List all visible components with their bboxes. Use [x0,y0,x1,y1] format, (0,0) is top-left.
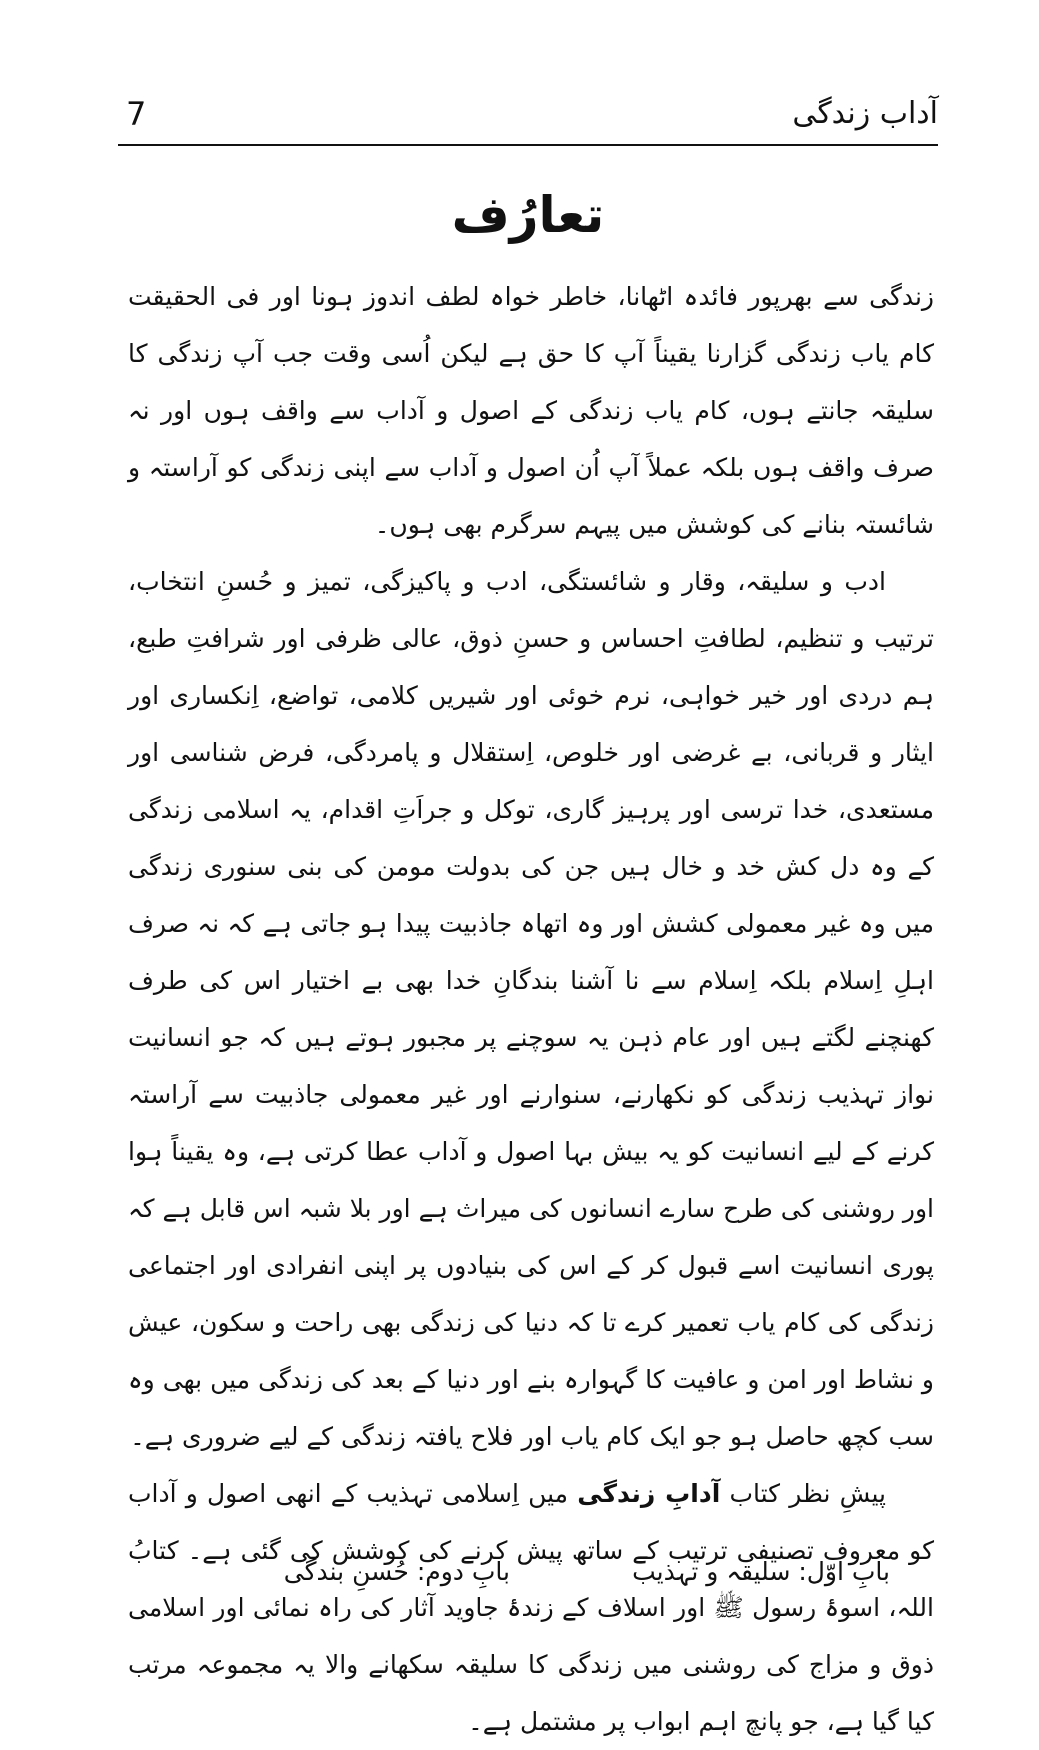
page-number: 7 [126,95,147,133]
paragraph-3-body: میں اِسلامی تہذیب کے انھی اصول و آداب کو معروف تصنیفی ترتیب کے ساتھ پیش کرنے کی کوشش کی گئی ہے۔ کتابُ اللہ، اسوۂ رسول ﷺ اور اسلاف کے زندۂ جاوید آثار کی راہ نمائی اور اسلامی ذوق و مزاج کی روشنی میں زندگی کا سلیقہ سکھانے والا یہ مجموعہ مرتب کیا گیا ہے، جو پانچ اہم ابواب پر مشتمل ہے۔ [128,1479,934,1736]
paragraph-2: ادب و سلیقہ، وقار و شائستگی، ادب و پاکیزگی، تمیز و حُسنِ انتخاب، ترتیب و تنظیم، لطافتِ احساس و حسنِ ذوق، عالی ظرفی اور شرافتِ طبع، ہم دردی اور خیر خواہی، نرم خوئی اور شیریں کلامی، تواضع، اِنکساری اور ایثار و قربانی، بے غرضی اور خلوص، اِستقلال و پامردگی، فرض شناسی اور مستعدی، خدا ترسی اور پرہیز گاری، توکل و جراَتِ اقدام، یہ اسلامی زندگی کے وہ دل کش خد و خال ہیں جن کی بدولت مومن کی بنی سنوری زندگی میں وہ غیر معمولی کشش اور وہ اتھاہ جاذبیت پیدا ہو جاتی ہے کہ نہ صرف اہلِ اِسلام بلکہ اِسلام سے نا آشنا بندگانِ خدا بھی بے اختیار اس کی طرف کھنچنے لگتے ہیں اور عام ذہن یہ سوچنے پر مجبور ہوتے ہیں کہ جو انسانیت نواز تہذیب زندگی کو نکھارنے، سنوارنے اور غیر معمولی جاذبیت سے آراستہ کرنے کے لیے انسانیت کو یہ بیش بہا اصول و آداب عطا کرتی ہے، وہ یقیناً ہوا اور روشنی کی طرح سارے انسانوں کی میراث ہے اور بلا شبہ اس قابل ہے کہ پوری انسانیت اسے قبول کر کے اس کی بنیادوں پر اپنی انفرادی اور اجتماعی زندگی کی کام یاب تعمیر کرے تا کہ دنیا کی زندگی بھی راحت و سکون، عیش و نشاط اور امن و عافیت کا گہوارہ بنے اور دنیا کے بعد کی زندگی میں بھی وہ سب کچھ حاصل ہو جو ایک کام یاب اور فلاح یافتہ زندگی کے لیے ضروری ہے۔ [128,567,934,1451]
paragraph-1: زندگی سے بھرپور فائدہ اٹھانا، خاطر خواہ لطف اندوز ہونا اور فی الحقیقت کام یاب زندگی گزارنا یقیناً آپ کا حق ہے لیکن اُسی وقت جب آپ زندگی کا سلیقہ جانتے ہوں، کام یاب زندگی کے اصول و آداب سے واقف ہوں اور نہ صرف واقف ہوں بلکہ عملاً آپ اُن اصول و آداب سے اپنی زندگی کو آراستہ و شائستہ بنانے کی کوشش میں پیہم سرگرم بھی ہوں۔ [128,282,934,539]
book-name: آدابِ زندگی [577,1479,721,1508]
paragraph-3 [128,1465,934,1750]
page-header [118,92,938,140]
header-rule [118,144,938,146]
chapter-one: بابِ اوّل: سلیقہ و تہذیب [632,1557,890,1586]
chapter-two: بابِ دوم: حُسنِ بندگی [283,1557,510,1586]
chapter-title: تعارُف [451,186,605,244]
running-title: آداب زندگی [792,96,938,131]
chapter-list [200,1550,890,1598]
body-text [128,268,934,1750]
paragraph-3-intro: پیشِ نظر کتاب [729,1479,886,1508]
